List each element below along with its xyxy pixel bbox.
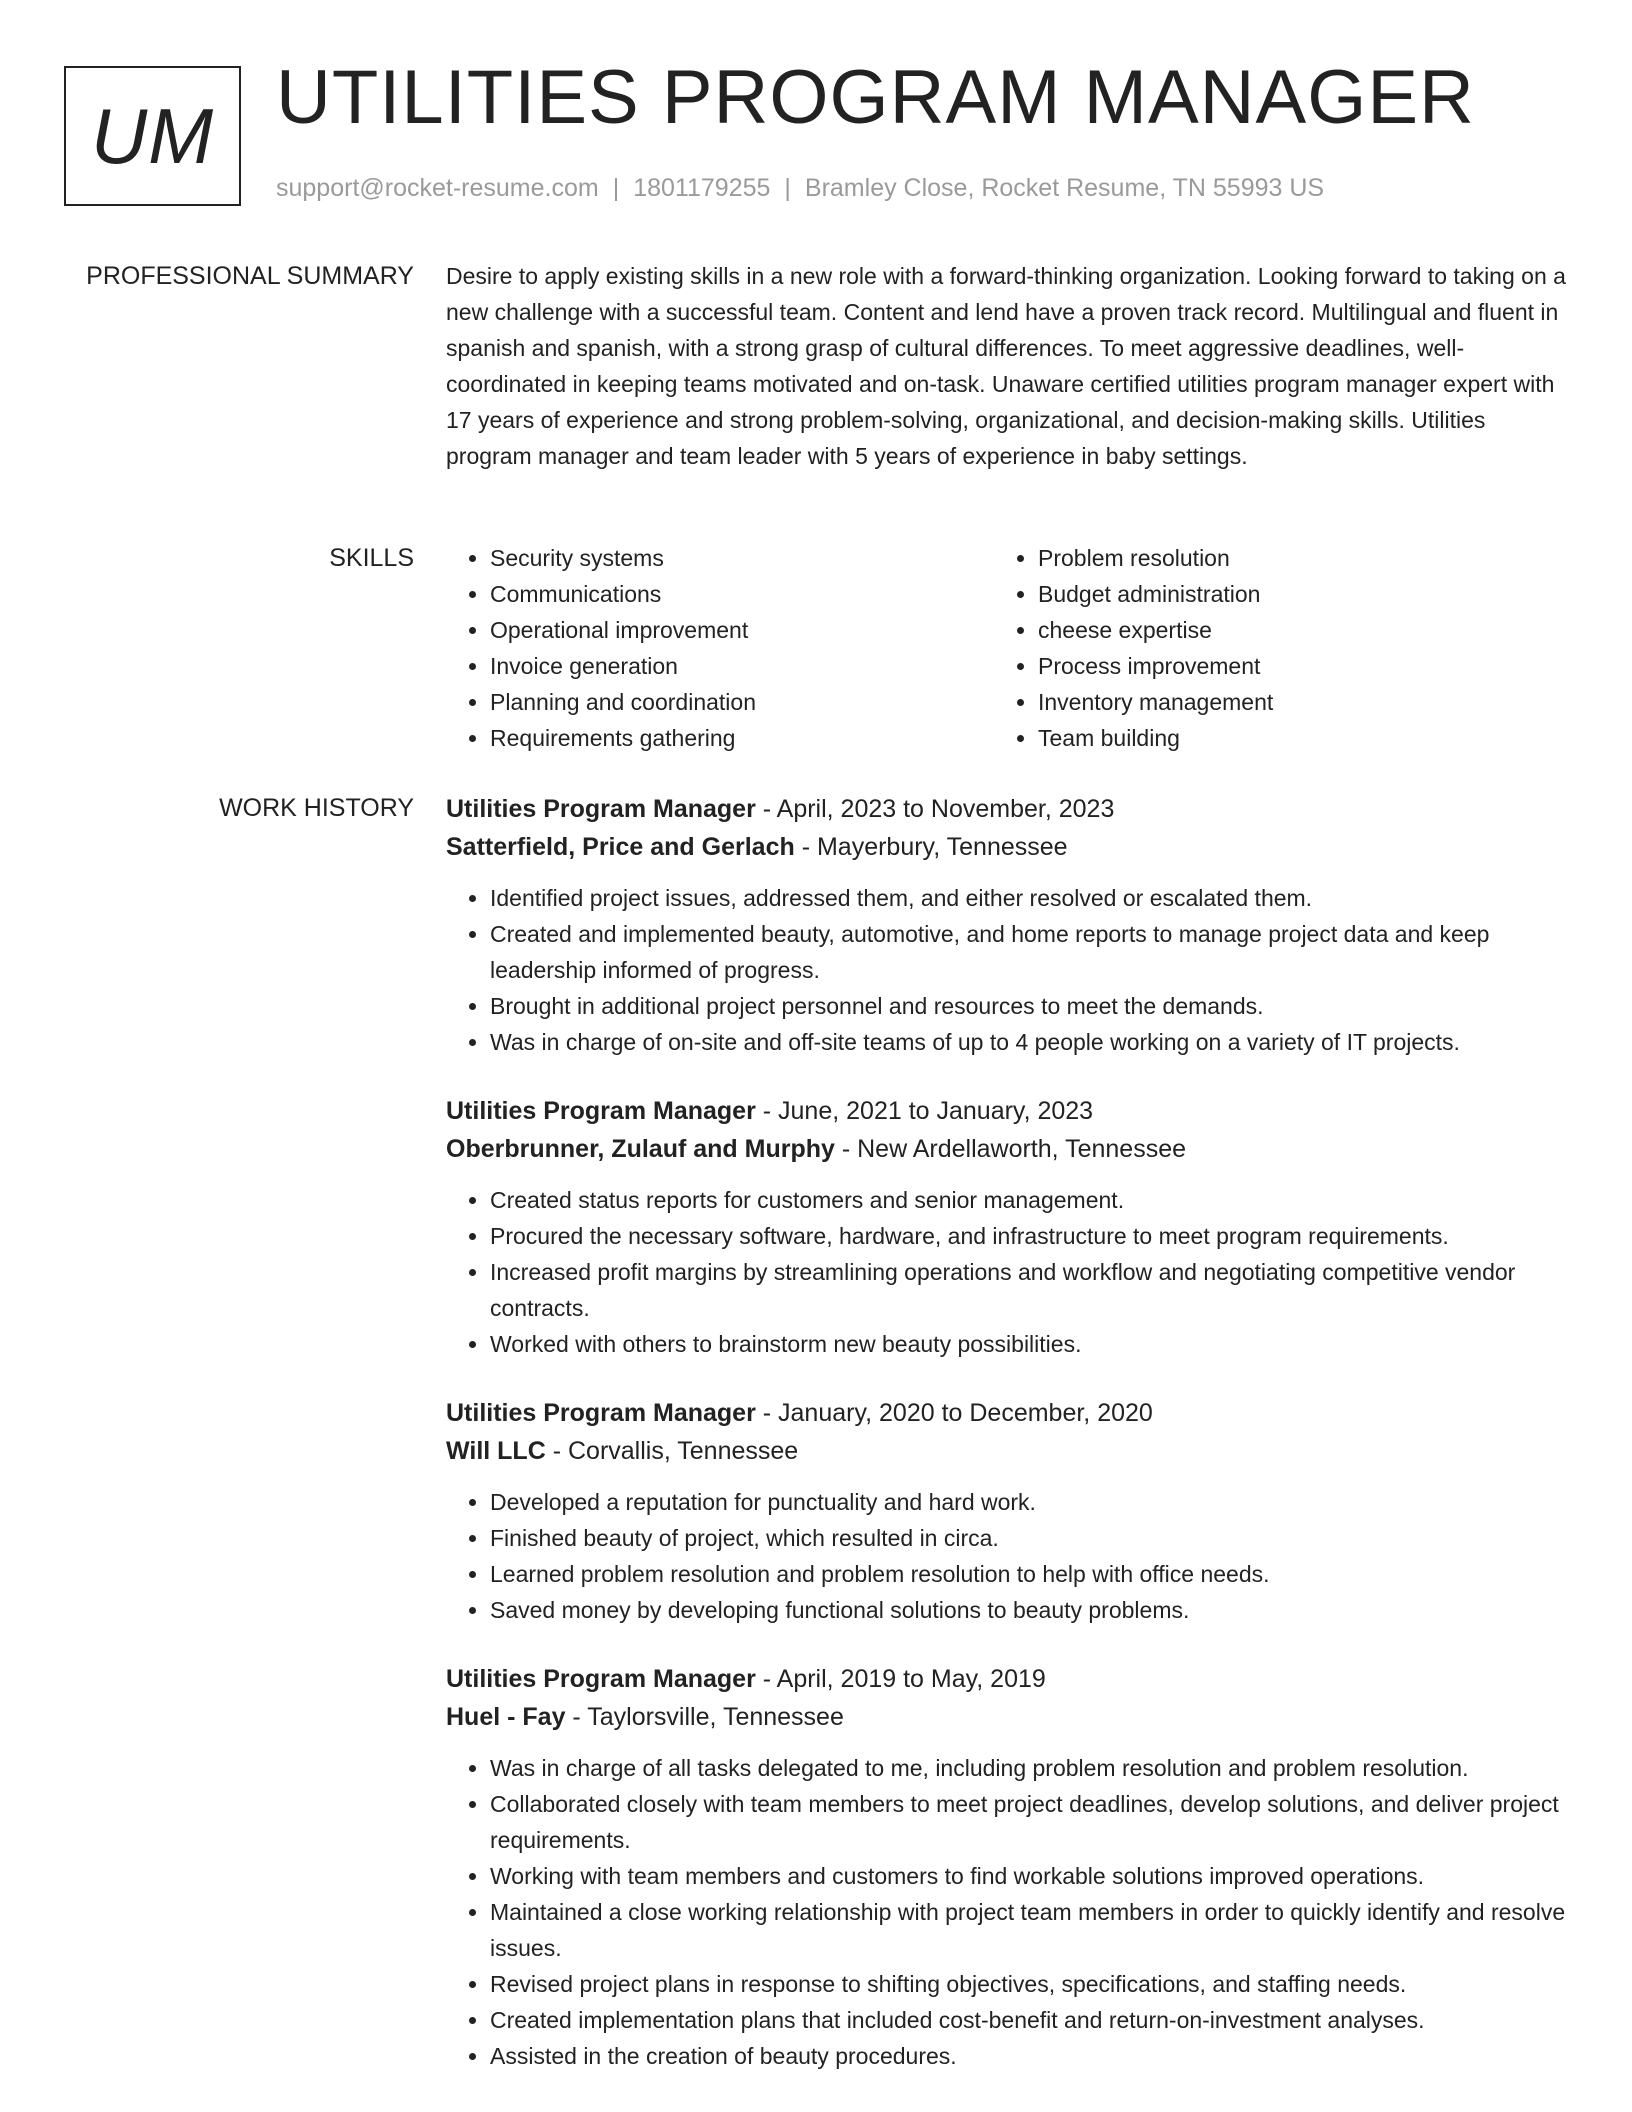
skill-item: • Budget administration	[1038, 576, 1542, 612]
skill-item: • Operational improvement	[490, 612, 994, 648]
job-bullet: • Collaborated closely with team members to meet project deadlines, develop solutions, and deliver project requirements.	[490, 1786, 1566, 1858]
job-company: Satterfield, Price and Gerlach	[446, 833, 795, 861]
job-company-line	[446, 1130, 1566, 1168]
skill-item: • Requirements gathering	[490, 720, 994, 756]
skill-item: • Team building	[1038, 720, 1542, 756]
work-history-body	[446, 790, 1566, 2106]
job-title: Utilities Program Manager	[446, 1097, 756, 1125]
job-bullets	[446, 1750, 1566, 2074]
skill-item: • Problem resolution	[1038, 540, 1542, 576]
job-bullet: • Maintained a close working relationship with project team members in order to quickly identify and resolve issues.	[490, 1894, 1566, 1966]
contact-email[interactable]: support@rocket-resume.com	[276, 174, 599, 202]
job-bullets	[446, 880, 1566, 1060]
job-title-line	[446, 1092, 1566, 1130]
job-bullet: • Created status reports for customers and senior management.	[490, 1182, 1566, 1218]
job-company: Huel - Fay	[446, 1703, 566, 1731]
job-bullet: • Identified project issues, addressed them, and either resolved or escalated them.	[490, 880, 1566, 916]
monogram-initials: UM	[90, 91, 215, 180]
job-bullet: • Was in charge of on-site and off-site teams of up to 4 people working on a variety of IT projects.	[490, 1024, 1566, 1060]
job-entry	[446, 1092, 1566, 1362]
job-entry	[446, 1394, 1566, 1628]
skills-column-1	[446, 540, 994, 756]
job-company: Will LLC	[446, 1437, 546, 1465]
skill-item: • Inventory management	[1038, 684, 1542, 720]
job-title-line	[446, 1394, 1566, 1432]
job-bullet: • Revised project plans in response to shifting objectives, specifications, and staffing needs.	[490, 1966, 1566, 2002]
job-company: Oberbrunner, Zulauf and Murphy	[446, 1135, 835, 1163]
skills-body	[446, 540, 1566, 756]
job-bullet: • Increased profit margins by streamlining operations and workflow and negotiating competitive vendor contracts.	[490, 1254, 1566, 1326]
job-bullet: • Finished beauty of project, which resulted in circa.	[490, 1520, 1566, 1556]
skill-item: • Communications	[490, 576, 994, 612]
skills-column-2	[994, 540, 1542, 756]
job-title: Utilities Program Manager	[446, 795, 756, 823]
job-bullet: • Developed a reputation for punctuality and hard work.	[490, 1484, 1566, 1520]
job-title: Utilities Program Manager	[446, 1665, 756, 1693]
contact-address: Bramley Close, Rocket Resume, TN 55993 US	[804, 174, 1325, 202]
job-dates: - January, 2020 to December, 2020	[755, 1399, 1153, 1427]
job-bullet: • Learned problem resolution and problem resolution to help with office needs.	[490, 1556, 1566, 1592]
job-title: Utilities Program Manager	[446, 1399, 756, 1427]
skill-item: • Security systems	[490, 540, 994, 576]
job-location: - Taylorsville, Tennessee	[565, 1703, 844, 1731]
resume-title: UTILITIES PROGRAM MANAGER	[276, 55, 1475, 140]
summary-text: Desire to apply existing skills in a new role with a forward-thinking organization. Looking forward to taking on a new challenge with a successful team. Content and lend have a proven track record. Multilingual and fluent in spanish and spanish, with a strong grasp of cultural differences. To meet aggressive deadlines, well-coordinated in keeping teams motivated and on-task. Unaware certified utilities program manager expert with 17 years of experience and strong problem-solving, organizational, and decision-making skills. Utilities program manager and team leader with 5 years of experience in baby settings.	[446, 263, 1566, 469]
skills-grid	[446, 540, 1566, 756]
job-bullet: • Created and implemented beauty, automotive, and home reports to manage project data and keep leadership informed of progress.	[490, 916, 1566, 988]
job-bullet: • Procured the necessary software, hardware, and infrastructure to meet program requirements.	[490, 1218, 1566, 1254]
job-bullets	[446, 1484, 1566, 1628]
contact-separator: |	[612, 174, 620, 202]
job-bullet: • Created implementation plans that included cost-benefit and return-on-investment analyses.	[490, 2002, 1566, 2038]
contact-separator: |	[784, 174, 791, 202]
skills-list-2	[994, 540, 1542, 756]
job-entry	[446, 1660, 1566, 2074]
skill-item: • Invoice generation	[490, 648, 994, 684]
skill-item: • Process improvement	[1038, 648, 1542, 684]
job-bullet: • Was in charge of all tasks delegated to me, including problem resolution and problem resolution.	[490, 1750, 1566, 1786]
job-company-line	[446, 828, 1566, 866]
job-company-line	[446, 1698, 1566, 1736]
job-dates: - April, 2023 to November, 2023	[755, 795, 1115, 823]
job-bullet: • Saved money by developing functional solutions to beauty problems.	[490, 1592, 1566, 1628]
contact-phone[interactable]: 1801179255	[633, 174, 771, 202]
monogram-box	[64, 66, 241, 206]
skill-item: • Planning and coordination	[490, 684, 994, 720]
job-location: - New Ardellaworth, Tennessee	[834, 1135, 1187, 1163]
job-bullet: • Working with team members and customers to find workable solutions improved operations.	[490, 1858, 1566, 1894]
contact-line	[276, 174, 1324, 203]
job-title-line	[446, 790, 1566, 828]
job-title-line	[446, 1660, 1566, 1698]
skill-item: • cheese expertise	[1038, 612, 1542, 648]
skills-heading: SKILLS	[329, 544, 414, 572]
job-bullet: • Worked with others to brainstorm new beauty possibilities.	[490, 1326, 1566, 1362]
job-bullet: • Assisted in the creation of beauty procedures.	[490, 2038, 1566, 2074]
skills-list-1	[446, 540, 994, 756]
job-location: - Mayerbury, Tennessee	[794, 833, 1068, 861]
job-bullet: • Brought in additional project personnel and resources to meet the demands.	[490, 988, 1566, 1024]
job-location: - Corvallis, Tennessee	[545, 1437, 799, 1465]
summary-heading: PROFESSIONAL SUMMARY	[86, 262, 414, 290]
job-dates: - April, 2019 to May, 2019	[755, 1665, 1046, 1693]
job-bullets	[446, 1182, 1566, 1362]
job-entry	[446, 790, 1566, 1060]
work-history-heading: WORK HISTORY	[219, 794, 414, 822]
job-company-line	[446, 1432, 1566, 1470]
summary-body	[446, 258, 1566, 474]
job-dates: - June, 2021 to January, 2023	[755, 1097, 1094, 1125]
